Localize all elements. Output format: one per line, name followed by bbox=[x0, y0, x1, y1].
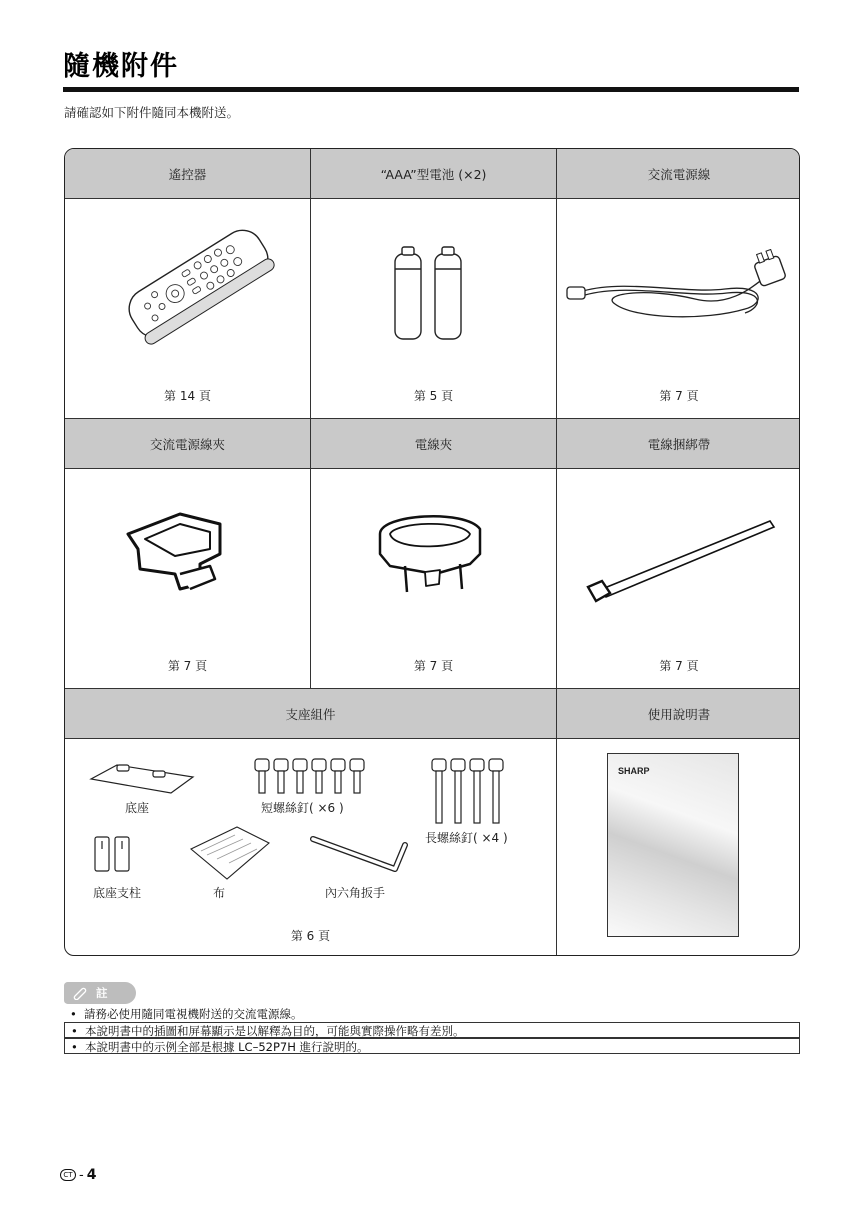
header-cable-clamp: 電線夾 bbox=[311, 419, 556, 468]
label-base-posts: 底座支柱 bbox=[93, 886, 142, 900]
label-cloth: 布 bbox=[213, 886, 226, 900]
page-number-value: 4 bbox=[86, 1167, 97, 1183]
page-number bbox=[60, 1167, 96, 1183]
bullet-icon: • bbox=[71, 1024, 78, 1038]
grid-line bbox=[65, 688, 800, 689]
grid-line bbox=[65, 738, 800, 739]
page-ref-stand-kit: 第 6 頁 bbox=[290, 929, 331, 943]
page-title: 隨機附件 bbox=[63, 51, 179, 82]
label-hex-wrench: 內六角扳手 bbox=[325, 886, 386, 900]
bullet-icon: • bbox=[71, 1040, 78, 1054]
grid-line bbox=[556, 149, 557, 956]
page-ref-cable-clamp: 第 7 頁 bbox=[413, 659, 454, 673]
notes-list bbox=[64, 1006, 800, 1054]
grid-line bbox=[65, 198, 800, 199]
paperclip-icon bbox=[72, 986, 88, 1000]
language-badge: CT bbox=[60, 1169, 76, 1181]
header-cable-tie: 電線捆綁帶 bbox=[557, 419, 800, 468]
short-screws-illustration bbox=[253, 753, 373, 803]
label-short-screws: 短螺絲釘( ×6 ) bbox=[261, 801, 344, 815]
note-badge bbox=[64, 982, 136, 1004]
page-ref-power-cord: 第 7 頁 bbox=[659, 389, 699, 403]
power-cord-clamp-illustration bbox=[120, 494, 260, 604]
note-badge-label: 註 bbox=[96, 986, 108, 1000]
note-item: • 請務必使用隨同電視機附送的交流電源線。 bbox=[70, 1007, 303, 1021]
cloth-illustration bbox=[187, 825, 273, 883]
header-cord-clamp: 交流電源線夾 bbox=[65, 419, 310, 468]
accessories-table bbox=[64, 148, 800, 956]
grid-line bbox=[65, 468, 800, 469]
cable-clamp-illustration bbox=[365, 504, 495, 604]
header-remote: 遙控器 bbox=[65, 149, 310, 198]
note-item: • 本說明書中的插圖和屏幕顯示是以解釋為目的，可能與實際操作略有差別。 bbox=[64, 1022, 800, 1038]
power-cord-illustration bbox=[565, 249, 795, 339]
long-screws-illustration bbox=[430, 753, 510, 828]
page-number-separator: - bbox=[79, 1167, 84, 1183]
page-ref-batteries: 第 5 頁 bbox=[413, 389, 454, 403]
page-ref-cord-clamp: 第 7 頁 bbox=[167, 659, 208, 673]
header-manual: 使用說明書 bbox=[557, 689, 800, 738]
page-ref-cable-tie: 第 7 頁 bbox=[659, 659, 699, 673]
label-long-screws: 長螺絲釘( ×4 ) bbox=[425, 831, 508, 845]
base-posts-illustration bbox=[91, 835, 141, 875]
page-ref-remote: 第 14 頁 bbox=[164, 389, 211, 403]
header-power-cord: 交流電源線 bbox=[557, 149, 800, 198]
grid-line bbox=[310, 149, 311, 689]
manual-brand-logo: SHARP bbox=[618, 766, 650, 776]
label-base: 底座 bbox=[125, 801, 150, 815]
grid-line bbox=[65, 418, 800, 419]
bullet-icon: • bbox=[70, 1007, 77, 1021]
header-stand-kit: 支座組件 bbox=[65, 689, 556, 738]
cable-tie-illustration bbox=[580, 509, 780, 609]
note-item: • 本說明書中的示例全部是根據 LC–52P7H 進行說明的。 bbox=[64, 1038, 800, 1054]
intro-text: 請確認如下附件隨同本機附送。 bbox=[64, 105, 240, 120]
operation-manual-illustration bbox=[607, 753, 739, 937]
remote-control-illustration bbox=[105, 209, 275, 369]
header-batteries: “AAA”型電池 (×2) bbox=[311, 149, 556, 198]
batteries-illustration bbox=[385, 239, 485, 349]
title-rule bbox=[63, 87, 799, 92]
hex-wrench-illustration bbox=[309, 833, 413, 881]
base-illustration bbox=[87, 757, 197, 797]
